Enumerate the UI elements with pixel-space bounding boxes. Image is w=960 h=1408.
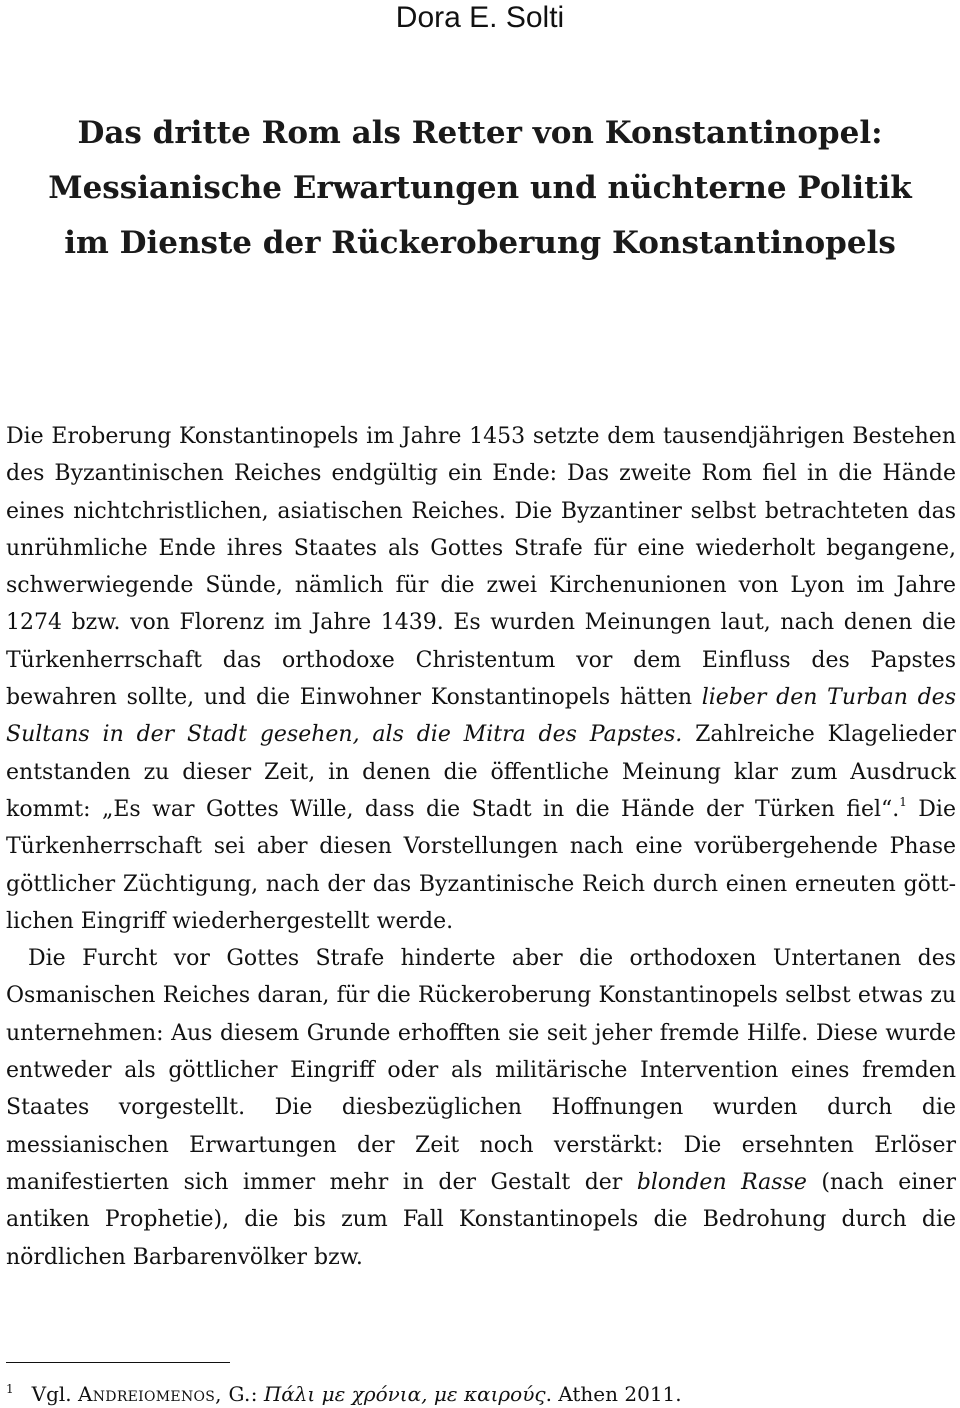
paragraph-1 bbox=[6, 418, 956, 940]
italic-phrase: lieber den Turban des Sultans in der Stadt gesehen, als die Mitra des Papstes. bbox=[6, 685, 956, 748]
footnote-reference[interactable]: 1 bbox=[899, 794, 907, 809]
paragraph-text: Die Türkenherrschaft sei aber diesen Vorstellungen nach eine vorübergehende Phase göttlicher Züchtigung, nach der das Byzantinische Reich durch einen erneuten göttlichen Eingriff wiederhergestellt werde. bbox=[6, 796, 956, 934]
footnote-prefix: Vgl. bbox=[31, 1382, 78, 1406]
footnote bbox=[6, 1375, 946, 1408]
footnote-author: Andreiomenos, G. bbox=[78, 1382, 251, 1406]
paragraph-text: (nach einer antiken Prophetie), die bis zum Fall Konstantinopels die Bedrohung durch die nördlichen Barbarenvölker bzw. bbox=[6, 1169, 956, 1270]
paragraph-text: Die Eroberung Konstantinopels im Jahre 1453 setzte dem tausendjährigen Bestehen des Byzantinischen Reiches endgültig ein Ende: Das zweite Rom fiel in die Hände eines nichtchristlichen, asiatischen Reiches. Die Byzantiner selbst betrachteten das unrühmliche Ende ihres Staates als Gottes Strafe für eine wiederholt begangene, schwerwiegende Sünde, nämlich für die zwei Kirchenunionen von Lyon im Jahre 1274 bzw. von Florenz im Jahre 1439. Es wurden Meinungen laut, nach denen die Türkenherrschaft das orthodoxe Christentum vor dem Einfluss des Papstes bewahren sollte, und die Einwohner Konstantinopels hätten bbox=[6, 424, 956, 711]
footnote-number: 1 bbox=[6, 1382, 14, 1396]
body-text bbox=[6, 418, 956, 1276]
footnote-suffix: . Athen 2011. bbox=[545, 1382, 682, 1406]
footnote-divider bbox=[6, 1362, 230, 1363]
italic-phrase: blonden Rasse bbox=[636, 1169, 807, 1195]
page-title bbox=[0, 106, 960, 271]
footnote-title: Πάλι με χρόνια, με καιρούς bbox=[263, 1382, 546, 1406]
author-name: Dora E. Solti bbox=[395, 1, 565, 34]
title-line: im Dienste der Rückeroberung Konstantinopels bbox=[64, 225, 896, 261]
paragraph-2 bbox=[6, 940, 956, 1276]
paragraph-text: Die Furcht vor Gottes Strafe hinderte aber die orthodoxen Untertanen des Osmanischen Reiches daran, für die Rückeroberung Konstantinopels selbst etwas zu unternehmen: Aus diesem Grunde erhofften sie seit jeher fremde Hilfe. Diese wurde entweder als göttlicher Eingriff oder als militärische Intervention eines fremden Staates vorgestellt. Die diesbezüglichen Hoffnungen wurden durch die messianischen Erwartungen der Zeit noch verstärkt: Die ersehnten Erlöser manifestierten sich immer mehr in der Gestalt der bbox=[6, 946, 956, 1195]
paragraph-text: Zahlreiche Klagelieder entstanden zu dieser Zeit, in denen die öffentliche Meinung klar zum Ausdruck kommt: „Es war Gottes Wille, dass die Stadt in die Hände der Türken fiel“. bbox=[6, 722, 956, 822]
title-line: Messianische Erwartungen und nüchterne Politik bbox=[48, 170, 912, 206]
footnote-colon: : bbox=[250, 1382, 264, 1406]
title-line: Das dritte Rom als Retter von Konstantinopel: bbox=[77, 115, 883, 151]
